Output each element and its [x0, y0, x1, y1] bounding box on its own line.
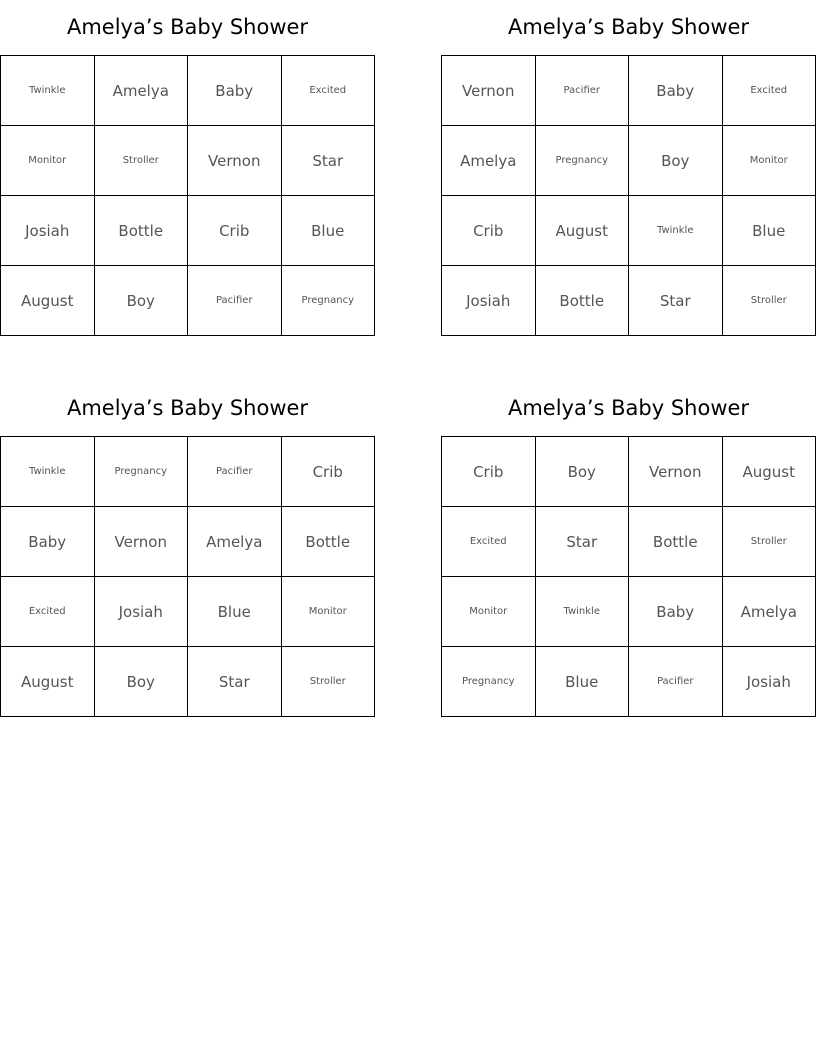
- bingo-cell: Blue: [536, 647, 630, 717]
- bingo-cell: Pacifier: [536, 56, 630, 126]
- bingo-cell: Star: [536, 507, 630, 577]
- bingo-cell: Bottle: [536, 266, 630, 336]
- bingo-cell: Boy: [629, 126, 723, 196]
- bingo-cell: Excited: [442, 507, 536, 577]
- bingo-cell: Boy: [536, 437, 630, 507]
- bingo-cell: Stroller: [95, 126, 189, 196]
- bingo-cell: Amelya: [95, 56, 189, 126]
- bingo-card-1: [0, 0, 375, 336]
- card-title: Amelya’s Baby Shower: [66, 396, 309, 420]
- bingo-cell: Boy: [95, 266, 189, 336]
- bingo-cell: Excited: [723, 56, 816, 126]
- bingo-cell: Monitor: [442, 577, 536, 647]
- bingo-cell: Stroller: [723, 266, 816, 336]
- bingo-cell: Pacifier: [188, 266, 282, 336]
- bingo-cell: Vernon: [629, 437, 723, 507]
- bingo-cell: Vernon: [188, 126, 282, 196]
- bingo-cell: Bottle: [629, 507, 723, 577]
- bingo-cell: Twinkle: [1, 56, 95, 126]
- bingo-cell: Josiah: [442, 266, 536, 336]
- bingo-grid: [0, 436, 375, 717]
- bingo-cell: Vernon: [95, 507, 189, 577]
- bingo-cell: Baby: [629, 56, 723, 126]
- bingo-cell: Vernon: [442, 56, 536, 126]
- bingo-cell: Baby: [188, 56, 282, 126]
- bingo-cell: Baby: [1, 507, 95, 577]
- bingo-cell: Twinkle: [1, 437, 95, 507]
- bingo-cell: Boy: [95, 647, 189, 717]
- bingo-cell: Crib: [442, 437, 536, 507]
- bingo-cell: Twinkle: [536, 577, 630, 647]
- bingo-cell: Twinkle: [629, 196, 723, 266]
- bingo-cell: Pregnancy: [536, 126, 630, 196]
- bingo-cell: Amelya: [723, 577, 816, 647]
- bingo-cell: Amelya: [442, 126, 536, 196]
- bingo-cell: Blue: [282, 196, 376, 266]
- bingo-cell: Josiah: [723, 647, 816, 717]
- bingo-cell: Pregnancy: [442, 647, 536, 717]
- bingo-card-4: [441, 381, 816, 717]
- bingo-cell: Amelya: [188, 507, 282, 577]
- bingo-cell: August: [1, 647, 95, 717]
- bingo-cell: Blue: [723, 196, 816, 266]
- bingo-cell: Bottle: [95, 196, 189, 266]
- bingo-cell: Pregnancy: [282, 266, 376, 336]
- bingo-cell: Monitor: [282, 577, 376, 647]
- bingo-cell: Excited: [282, 56, 376, 126]
- bingo-grid: [441, 436, 816, 717]
- bingo-cell: Crib: [282, 437, 376, 507]
- bingo-cell: Crib: [188, 196, 282, 266]
- bingo-cell: Stroller: [723, 507, 816, 577]
- bingo-cell: Crib: [442, 196, 536, 266]
- bingo-cell: Stroller: [282, 647, 376, 717]
- bingo-cell: Bottle: [282, 507, 376, 577]
- bingo-cell: Monitor: [723, 126, 816, 196]
- bingo-cell: Josiah: [1, 196, 95, 266]
- bingo-grid: [441, 55, 816, 336]
- bingo-cell: Monitor: [1, 126, 95, 196]
- bingo-cell: Star: [188, 647, 282, 717]
- card-title: Amelya’s Baby Shower: [507, 15, 750, 39]
- bingo-card-3: [0, 381, 375, 717]
- bingo-grid: [0, 55, 375, 336]
- bingo-cell: August: [1, 266, 95, 336]
- bingo-cell: Star: [282, 126, 376, 196]
- bingo-cell: Pacifier: [188, 437, 282, 507]
- card-title: Amelya’s Baby Shower: [66, 15, 309, 39]
- bingo-cell: August: [536, 196, 630, 266]
- bingo-cell: August: [723, 437, 816, 507]
- card-title: Amelya’s Baby Shower: [507, 396, 750, 420]
- bingo-cell: Excited: [1, 577, 95, 647]
- bingo-cell: Baby: [629, 577, 723, 647]
- bingo-cell: Pregnancy: [95, 437, 189, 507]
- bingo-cell: Star: [629, 266, 723, 336]
- bingo-card-2: [441, 0, 816, 336]
- bingo-cell: Pacifier: [629, 647, 723, 717]
- bingo-cell: Josiah: [95, 577, 189, 647]
- bingo-cell: Blue: [188, 577, 282, 647]
